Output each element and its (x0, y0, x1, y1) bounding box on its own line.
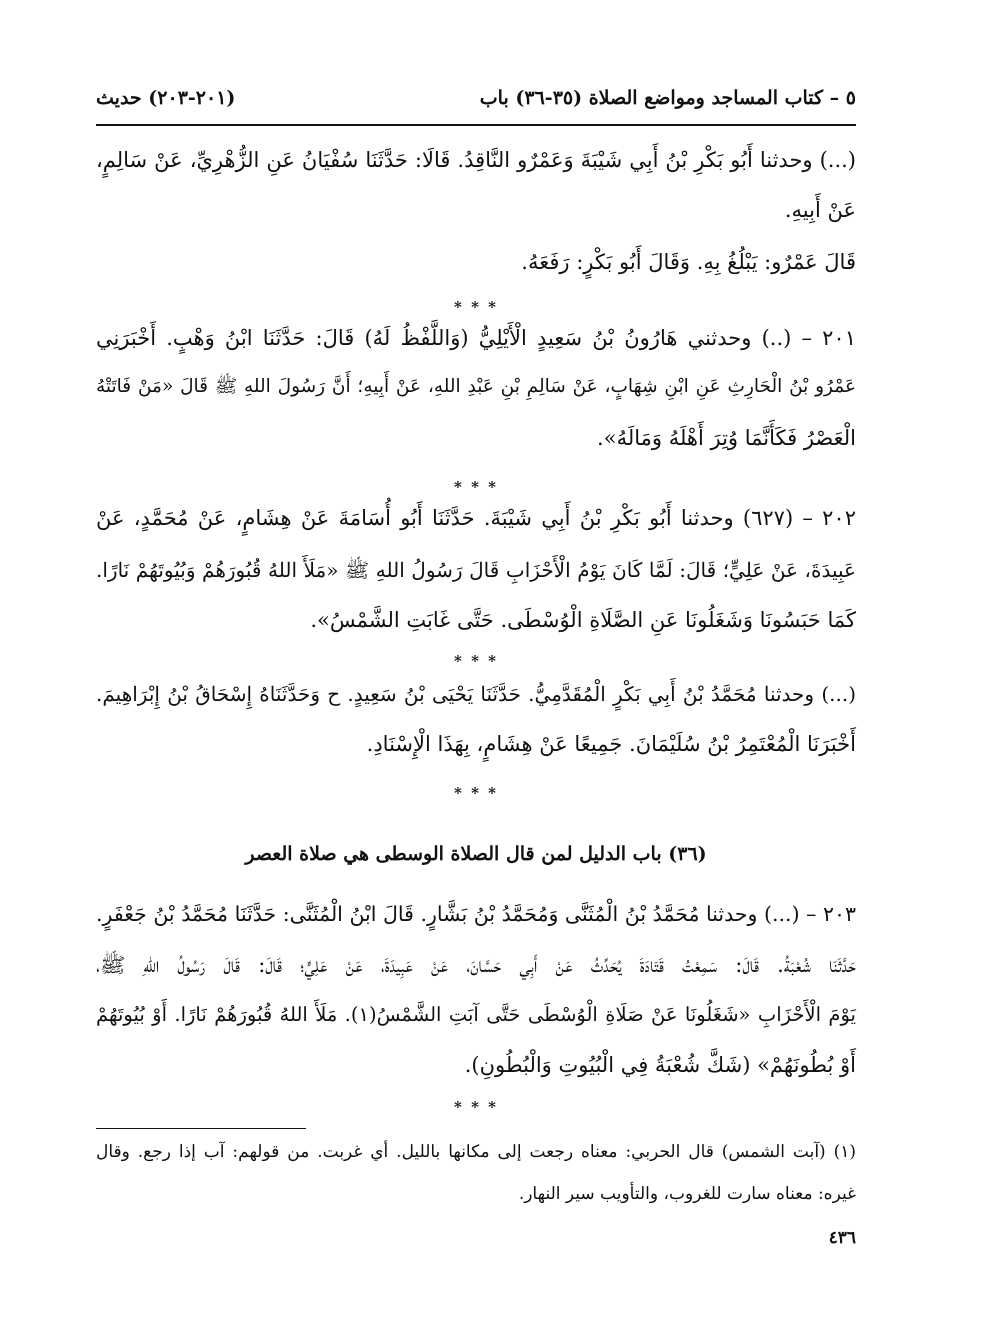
separator-stars: * * * (454, 298, 498, 316)
page (96, 0, 856, 1329)
chapter-title: (٣٦) باب الدليل لمن قال الصلاة الوسطى هي صلاة العصر (245, 843, 707, 865)
footnote-line: غيره: معناه سارت للغروب، والتأويب سير النهار. (518, 1184, 856, 1204)
text-line: ٢٠١ – (..) وحدثني هَارُونُ بْنُ سَعِيدٍ الْأَيْلِيُّ (وَاللَّفْظُ لَهُ) قَالَ: حَدَّثَنَا ابْنُ وَهْبٍ. أَخْبَرَنِي (96, 326, 856, 350)
footnote-divider (96, 1128, 306, 1129)
text-line: (...) وحدثنا أَبُو بَكْرِ بْنُ أَبِي شَيْبَةَ وَعَمْرٌو النَّاقِدُ. قَالَا: حَدَّثَنَا سُفْيَانُ عَنِ الزُّهْرِيِّ، عَنْ سَالِمٍ، (96, 148, 856, 172)
text-line: عَنْ أَبِيهِ. (784, 198, 856, 222)
text-line: قَالَ عَمْرٌو: يَبْلُغُ بِهِ. وَقَالَ أَبُو بَكْرٍ: رَفَعَهُ. (521, 250, 856, 274)
text-line: عَمْرُو بْنُ الْحَارِثِ عَنِ ابْنِ شِهَابٍ، عَنْ سَالِمِ بْنِ عَبْدِ اللهِ، عَنْ أَبِيهِ؛ أَنَّ رَسُولَ اللهِ ﷺ قَالَ «مَنْ فَاتَتْهُ (96, 376, 856, 397)
separator-stars: * * * (454, 1098, 498, 1116)
hadith-range: (٢٠١-٢٠٣) حديث (96, 87, 236, 109)
text-line: ٢٠٣ – (...) وحدثنا مُحَمَّدُ بْنُ الْمُثَنَّى وَمُحَمَّدُ بْنُ بَشَّارٍ. قَالَ ابْنُ الْمُثَنَّى: حَدَّثَنَا مُحَمَّدُ بْنُ جَعْفَرٍ. (96, 902, 856, 926)
separator-stars: * * * (454, 478, 498, 496)
text-line: يَوْمَ الْأَحْزَابِ «شَغَلُونَا عَنْ صَلَاةِ الْوُسْطَى حَتَّى آبَتِ الشَّمْسُ(١). مَلَأَ اللهُ قُبُورَهُمْ نَارًا. أَوْ بُيُوتَهُمْ (96, 1003, 856, 1026)
text-line: حَدَّثَنَا شُعْبَةُ. قَالَ: سَمِعْتُ قَتَادَةَ يُحَدِّثُ عَنْ أَبِي حَسَّانَ، عَنْ عَبِيدَةَ، عَنْ عَلِيٍّ؛ قَالَ: قَالَ رَسُولُ اللهِ ﷺ، (96, 953, 856, 977)
separator-stars: * * * (454, 652, 498, 670)
header-divider (96, 124, 856, 126)
footnote-line: (١) (آبت الشمس) قال الحربي: معناه رجعت إلى مكانها بالليل. أي غربت. من قولهم: آب إذا رجع. وقال (96, 1142, 856, 1162)
text-line: الْعَصْرُ فَكَأَنَّمَا وُتِرَ أَهْلَهُ وَمَالَهُ». (597, 426, 856, 450)
page-header (96, 80, 856, 116)
page-number: ٤٣٦ (828, 1228, 856, 1248)
text-line: ٢٠٢ – (٦٢٧) وحدثنا أَبُو بَكْرِ بْنُ أَبِي شَيْبَةَ. حَدَّثَنَا أَبُو أُسَامَةَ عَنْ هِشَامٍ، عَنْ مُحَمَّدٍ، عَنْ (96, 506, 856, 530)
text-line: أَخْبَرَنَا الْمُعْتَمِرُ بْنُ سُلَيْمَانَ. جَمِيعًا عَنْ هِشَامٍ، بِهَذَا الْإِسْنَادِ. (366, 732, 856, 756)
separator-stars: * * * (454, 784, 498, 802)
text-line: (...) وحدثنا مُحَمَّدُ بْنُ أَبِي بَكْرٍ الْمُقَدَّمِيُّ. حَدَّثَنَا يَحْيَى بْنُ سَعِيدٍ. ح وَحَدَّثَنَاهُ إِسْحَاقُ بْنُ إِبْرَاهِيمَ. (96, 682, 856, 706)
text-line: أَوْ بُطُونَهُمْ» (شَكَّ شُعْبَةُ فِي الْبُيُوتِ وَالْبُطُونِ). (464, 1053, 856, 1077)
text-line: عَبِيدَةَ، عَنْ عَلِيٍّ؛ قَالَ: لَمَّا كَانَ يَوْمُ الْأَحْزَابِ قَالَ رَسُولُ اللهِ ﷺ «مَلَأَ اللهُ قُبُورَهُمْ وَبُيُوتَهُمْ نَارًا. (96, 558, 856, 582)
text-line: كَمَا حَبَسُونَا وَشَغَلُونَا عَنِ الصَّلَاةِ الْوُسْطَى. حَتَّى غَابَتِ الشَّمْسُ». (310, 608, 856, 632)
chapter-heading: ٥ – كتاب المساجد ومواضع الصلاة (٣٥-٣٦) باب (479, 87, 856, 109)
